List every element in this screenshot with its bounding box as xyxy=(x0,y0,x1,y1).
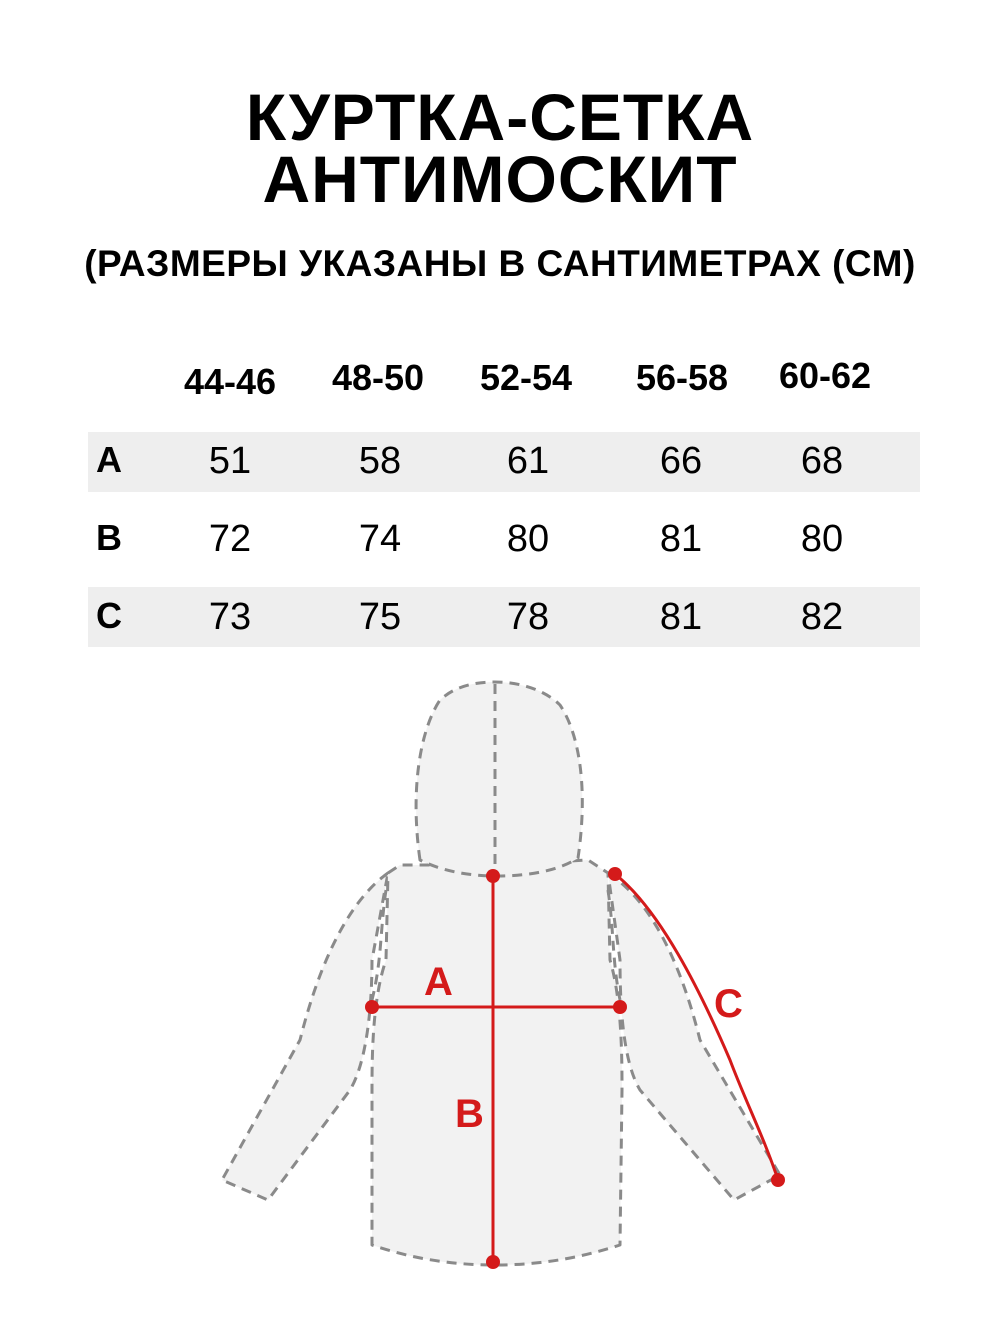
size-header-1: 44-46 xyxy=(183,361,277,402)
table-cell: 80 xyxy=(506,518,550,560)
table-cell: 51 xyxy=(208,440,252,482)
size-header-2: 48-50 xyxy=(331,357,425,398)
table-cell: 66 xyxy=(659,440,703,482)
table-cell: 81 xyxy=(659,518,703,560)
right-sleeve xyxy=(608,873,780,1200)
title-line-2: АНТИМОСКИТ xyxy=(262,142,738,216)
table-cell: 58 xyxy=(358,440,402,482)
table-cell: 82 xyxy=(800,596,844,638)
measure-point xyxy=(365,1000,379,1014)
row-label-c: C xyxy=(96,595,122,636)
row-label-a: A xyxy=(96,439,122,480)
measure-point xyxy=(486,869,500,883)
measure-point xyxy=(771,1173,785,1187)
row-label-b: B xyxy=(96,517,122,558)
table-cell: 81 xyxy=(659,596,703,638)
table-cell: 68 xyxy=(800,440,844,482)
subtitle: (РАЗМЕРЫ УКАЗАНЫ В САНТИМЕТРАХ (СМ) xyxy=(84,243,916,284)
size-header-4: 56-58 xyxy=(635,357,729,398)
table-cell: 80 xyxy=(800,518,844,560)
left-sleeve xyxy=(222,873,388,1200)
jacket-body xyxy=(372,860,622,1265)
jacket-hood xyxy=(416,682,582,876)
table-cell: 74 xyxy=(358,518,402,560)
label-a: A xyxy=(424,960,453,1004)
title-line-1: КУРТКА-СЕТКА xyxy=(245,80,755,154)
table-cell: 78 xyxy=(506,596,550,638)
measure-point xyxy=(486,1255,500,1269)
label-b: B xyxy=(455,1092,484,1136)
table-cell: 75 xyxy=(358,596,402,638)
table-cell: 72 xyxy=(208,518,252,560)
size-header-5: 60-62 xyxy=(778,355,872,396)
table-cell: 61 xyxy=(506,440,550,482)
table-cell: 73 xyxy=(208,596,252,638)
measure-point xyxy=(613,1000,627,1014)
measure-point xyxy=(608,867,622,881)
label-c: C xyxy=(714,982,743,1026)
size-header-3: 52-54 xyxy=(479,357,573,398)
